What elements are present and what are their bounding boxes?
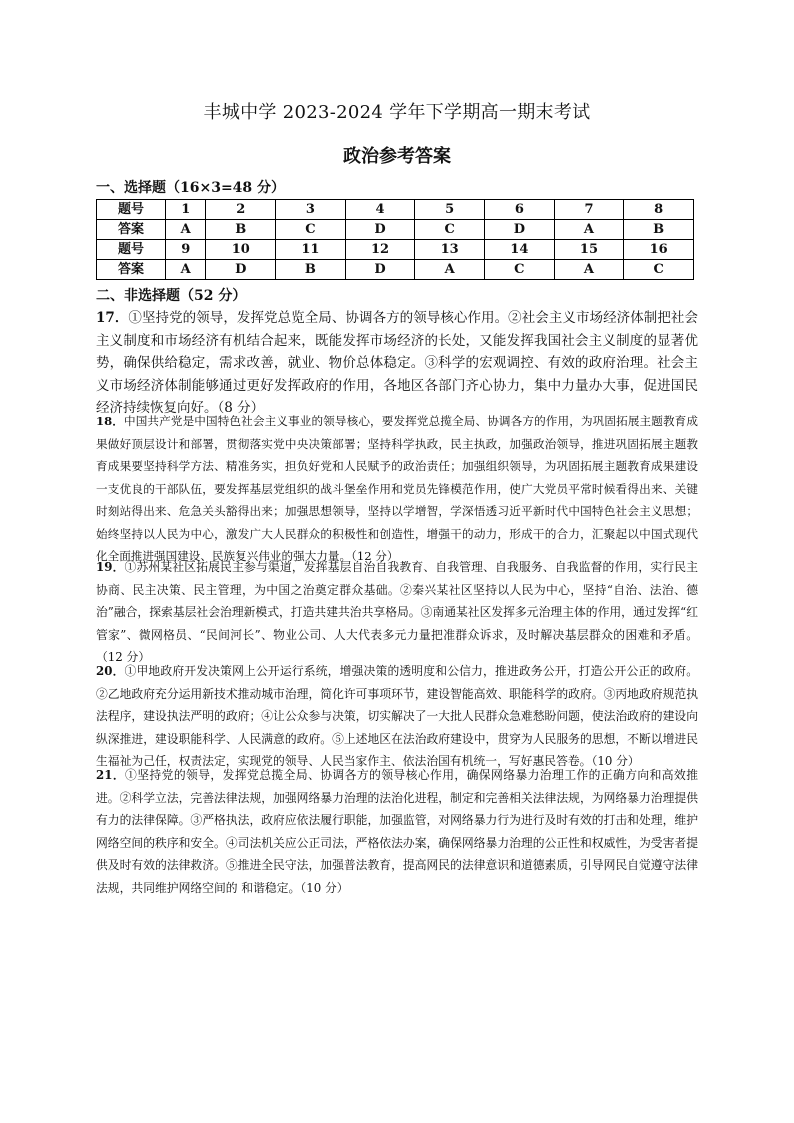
answer-cell: A	[166, 220, 206, 240]
answer-18	[96, 410, 698, 568]
answer-cell: B	[624, 220, 694, 240]
answer-21-text: ①坚持党的领导，发挥党总揽全局、协调各方的领导核心作用，确保网络暴力治理工作的正确方向和高效推进。②科学立法，完善法律法规，加强网络暴力治理的法治化进程，制定和完善相关法律法规，为网络暴力治理提供有力的法律保障。③严格执法，政府应依法履行职能，加强监管，对网络暴力行为进行及时有效的打击和处理，维护网络空间的秩序和安全。④司法机关应公正司法，严格依法办案，确保网络暴力治理的公正性和权威性，为受害者提供及时有效的法律救济。⑤推进全民守法，加强普法教育，提高网民的法律意识和道德素质，引导网民自觉遵守法律法规，共同维护网络空间的 和谐稳定。（10 分）	[96, 768, 698, 895]
question-number-20: 20．	[96, 664, 125, 678]
answer-17	[96, 307, 698, 420]
answer-cell: B	[276, 260, 346, 280]
question-number-19: 19．	[96, 560, 125, 574]
table-row-label: 题号	[97, 240, 166, 260]
section-heading-open-questions: 二、非选择题（52 分）	[96, 288, 247, 304]
answer-19	[96, 556, 698, 669]
answer-cell: C	[276, 220, 346, 240]
question-number: 16	[624, 240, 694, 260]
question-number: 12	[345, 240, 415, 260]
exam-title: 丰城中学 2023-2024 学年下学期高一期末考试	[203, 102, 591, 123]
question-number: 11	[276, 240, 346, 260]
answer-cell: C	[485, 260, 555, 280]
question-number: 14	[485, 240, 555, 260]
answer-key-title: 政治参考答案	[343, 146, 451, 167]
question-number: 2	[206, 200, 276, 220]
question-number: 6	[485, 200, 555, 220]
question-number: 4	[345, 200, 415, 220]
question-number: 1	[166, 200, 206, 220]
question-number-17: 17．	[96, 310, 129, 326]
question-number: 5	[415, 200, 485, 220]
table-row-label: 题号	[97, 200, 166, 220]
question-number: 7	[554, 200, 624, 220]
answer-cell: A	[166, 260, 206, 280]
answer-cell: A	[554, 220, 624, 240]
answer-cell: A	[415, 260, 485, 280]
question-number: 3	[276, 200, 346, 220]
question-number: 10	[206, 240, 276, 260]
table-row	[97, 200, 694, 220]
answer-cell: A	[554, 260, 624, 280]
table-row	[97, 260, 694, 280]
answer-cell: D	[206, 260, 276, 280]
answer-cell: B	[206, 220, 276, 240]
answer-table	[96, 199, 694, 280]
question-number-21: 21．	[96, 768, 126, 782]
answer-17-text: ①坚持党的领导，发挥党总览全局、协调各方的领导核心作用。②社会主义市场经济体制把社会主义制度和市场经济有机结合起来，既能发挥市场经济的长处，又能发挥我国社会主义制度的显著优势，确保供给稳定，需求改善，就业、物价总体稳定。③科学的宏观调控、有效的政府治理。社会主义市场经济体制能够通过更好发挥政府的作用，各地区各部门齐心协力，集中力量办大事，促进国民经济持续恢复向好。（8 分）	[96, 310, 698, 416]
table-row	[97, 220, 694, 240]
section-heading-multiple-choice: 一、选择题（16×3=48 分）	[96, 180, 286, 196]
question-number: 8	[624, 200, 694, 220]
question-number-18: 18．	[96, 414, 124, 428]
answer-20	[96, 660, 698, 773]
answer-21	[96, 764, 698, 899]
question-number: 15	[554, 240, 624, 260]
answer-cell: D	[345, 220, 415, 240]
question-number: 13	[415, 240, 485, 260]
answer-20-text: ①甲地政府开发决策网上公开运行系统，增强决策的透明度和公信力，推进政务公开，打造公开公正的政府。②乙地政府充分运用新技术推动城市治理，简化许可事项环节，建设智能高效、职能科学的政府。③丙地政府规范执法程序，建设执法严明的政府；④让公众参与决策，切实解决了一大批人民群众急难愁盼问题，使法治政府的建设向纵深推进，建设职能科学、人民满意的政府。⑤上述地区在法治政府建设中，贯穿为人民服务的思想，不断以增进民生福祉为己任，权责法定，实现党的领导、人民当家作主、依法治国有机统一，写好惠民答卷。（10 分）	[96, 664, 698, 768]
table-row	[97, 240, 694, 260]
table-row-label: 答案	[97, 260, 166, 280]
table-row-label: 答案	[97, 220, 166, 240]
answer-19-text: ①苏州某社区拓展民主参与渠道，发挥基层自治自我教育、自我管理、自我服务、自我监督的作用，实行民主协商、民主决策、民主管理，为中国之治奠定群众基础。②秦兴某社区坚持以人民为中心，坚持“自治、法治、德治”融合，探索基层社会治理新模式，打造共建共治共享格局。③南通某社区发挥多元治理主体的作用，通过发挥“红管家”、微网格员、“民间河长”、物业公司、人大代表多元力量把准群众诉求，及时解决基层群众的困难和矛盾。（12 分）	[96, 560, 698, 664]
answer-18-text: 中国共产党是中国特色社会主义事业的领导核心，要发挥党总揽全局、协调各方的作用，为巩固拓展主题教育成果做好顶层设计和部署，贯彻落实党中央决策部署；坚持科学执政，民主执政，加强政治领导，推进巩固拓展主题教育成果要坚持科学方法、精准务实，担负好党和人民赋予的政治责任；加强组织领导，为巩固拓展主题教育成果建设一支优良的干部队伍，要发挥基层党组织的战斗堡垒作用和党员先锋模范作用，使广大党员平常时候看得出来、关键时刻站得出来、危急关头豁得出来；加强思想领导，坚持以学增智，学深悟透习近平新时代中国特色社会主义思想；始终坚持以人民为中心，激发广大人民群众的积极性和创造性，增强干的动力，形成干的合力，汇聚起以中国式现代化全面推进强国建设、民族复兴伟业的强大力量。（12 分）	[96, 414, 698, 563]
answer-cell: D	[345, 260, 415, 280]
question-number: 9	[166, 240, 206, 260]
answer-cell: C	[415, 220, 485, 240]
answer-cell: D	[485, 220, 555, 240]
answer-cell: C	[624, 260, 694, 280]
